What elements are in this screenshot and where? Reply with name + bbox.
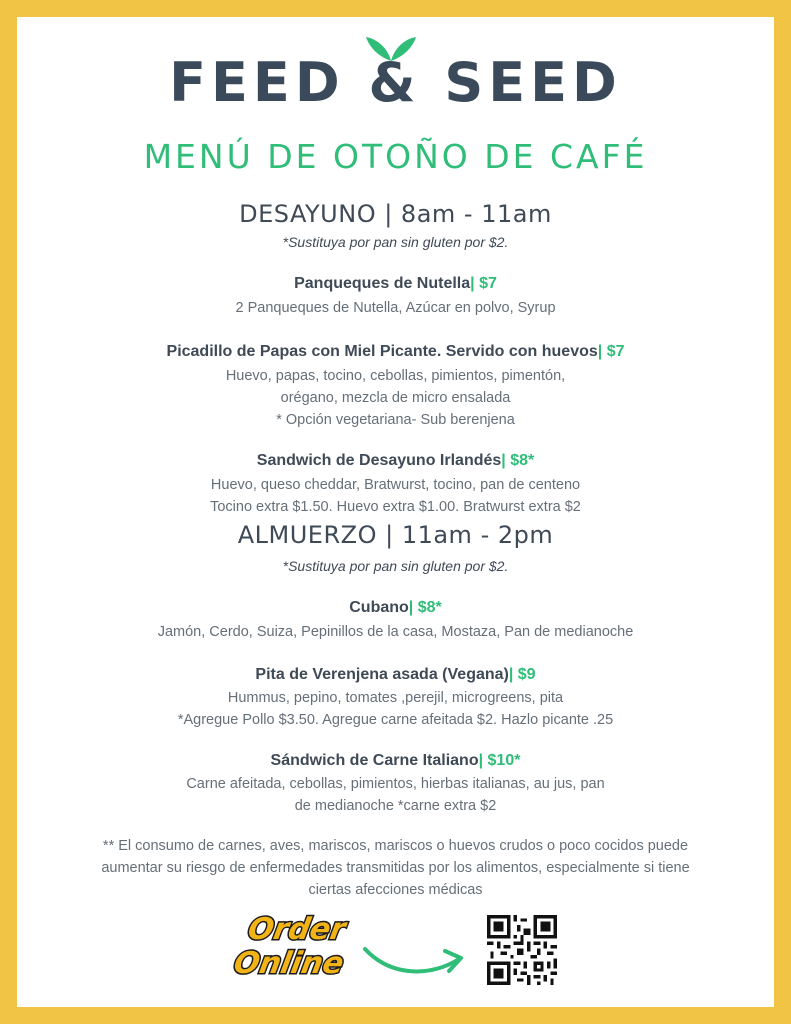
menu-item-name <box>17 450 774 472</box>
footnote-line: ** El consumo de carnes, aves, mariscos, mariscos o huevos crudos o poco cocidos puede <box>102 838 689 854</box>
item-price: | $8* <box>501 452 535 469</box>
footnote-line: ciertas afecciones médicas <box>308 882 483 898</box>
desc-line: de medianoche *carne extra $2 <box>294 798 497 814</box>
menu-item-name <box>17 597 774 619</box>
desc-line: Tocino extra $1.50. Huevo extra $1.00. Bratwurst extra $2 <box>210 499 581 515</box>
desc-line: 2 Panqueques de Nutella, Azúcar en polvo, Syrup <box>235 300 556 316</box>
item-title: Panqueques de Nutella <box>294 275 471 292</box>
qr-code-icon[interactable] <box>487 915 557 985</box>
arrow-right-icon <box>361 937 467 975</box>
menu-page <box>17 17 774 1007</box>
footnote-line: aumentar su riesgo de enfermedades transmitidas por los alimentos, especialmente si tiene <box>101 860 690 876</box>
lunch-note: *Sustituya por pan sin gluten por $2. <box>282 558 509 574</box>
desc-line: Carne afeitada, cebollas, pimientos, hierbas italianas, au jus, pan <box>186 776 605 792</box>
desc-line: Jamón, Cerdo, Suiza, Pepinillos de la casa, Mostaza, Pan de medianoche <box>157 624 634 640</box>
desc-line: Huevo, queso cheddar, Bratwurst, tocino, pan de centeno <box>210 477 581 493</box>
brand-logo: FEED & SEED <box>169 51 622 114</box>
item-title: Cubano <box>349 599 409 616</box>
item-title: Pita de Verenjena asada (Vegana) <box>255 666 509 683</box>
item-price: | $7 <box>470 275 497 292</box>
breakfast-title: DESAYUNO | 8am - 11am <box>239 200 552 228</box>
menu-item-name <box>17 273 774 295</box>
menu-item-desc <box>17 365 774 431</box>
desc-line: * Opción vegetariana- Sub berenjena <box>276 412 515 428</box>
order-text: Order <box>245 912 349 947</box>
order-online-badge[interactable] <box>231 905 349 985</box>
item-title: Picadillo de Papas con Miel Picante. Servido con huevos <box>166 343 598 360</box>
item-title: Sándwich de Carne Italiano <box>270 752 479 769</box>
menu-item-name <box>17 664 774 686</box>
item-price: | $10* <box>478 752 521 769</box>
item-title: Sandwich de Desayuno Irlandés <box>256 452 502 469</box>
menu-item-name <box>17 341 774 363</box>
item-price: | $8* <box>408 599 442 616</box>
menu-item-desc <box>17 687 774 731</box>
menu-title: MENÚ DE OTOÑO DE CAFÉ <box>143 137 648 176</box>
menu-item-desc <box>17 474 774 518</box>
desc-line: orégano, mezcla de micro ensalada <box>280 390 511 406</box>
online-text: Online <box>231 946 347 981</box>
desc-line: *Agregue Pollo $3.50. Agregue carne afeitada $2. Hazlo picante .25 <box>177 712 614 728</box>
desc-line: Hummus, pepino, tomates ,perejil, microgreens, pita <box>227 690 564 706</box>
menu-item-name <box>17 750 774 772</box>
desc-line: Huevo, papas, tocino, cebollas, pimientos, pimentón, <box>225 368 566 384</box>
menu-item-desc <box>17 297 774 319</box>
breakfast-note: *Sustituya por pan sin gluten por $2. <box>282 234 509 250</box>
item-price: | $9 <box>508 666 536 683</box>
menu-item-desc <box>17 773 774 817</box>
item-price: | $7 <box>597 343 625 360</box>
lunch-title: ALMUERZO | 11am - 2pm <box>237 521 554 549</box>
menu-item-desc <box>17 621 774 643</box>
food-safety-footnote <box>17 835 774 901</box>
